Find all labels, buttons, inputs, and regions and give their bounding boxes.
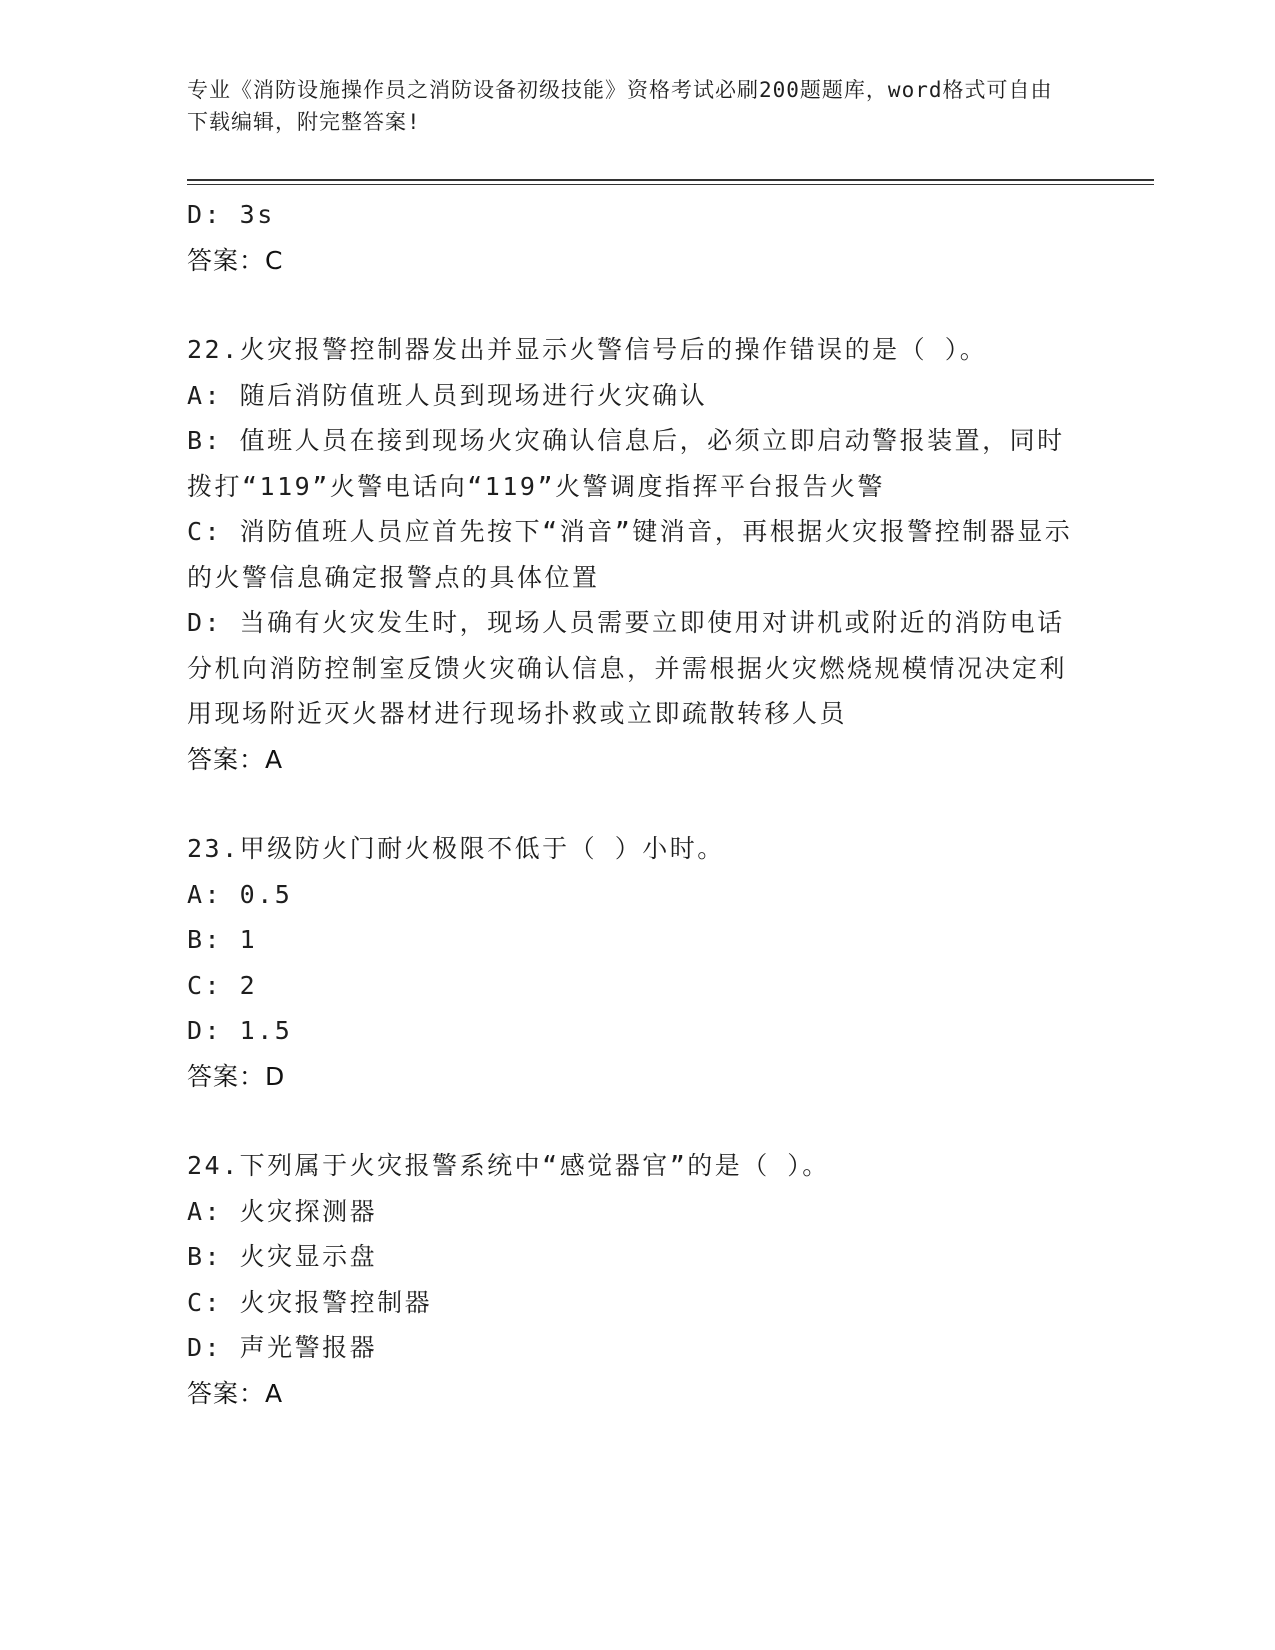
spacer [187,283,1087,327]
option-b: B: 火灾显示盘 [187,1242,378,1271]
question-22 [187,327,1087,782]
question-23 [187,826,1087,1099]
option-c: C: 火灾报警控制器 [187,1287,433,1317]
answer: 答案：A [187,1378,284,1408]
document-title: 专业《消防设施操作员之消防设备初级技能》资格考试必刷200题题库，word格式可自由下载编辑，附完整答案! [187,78,1053,134]
option-d: D: 3s [187,200,275,229]
header-divider-thin [187,184,1154,185]
answer: 答案：D [187,1061,286,1091]
question-24 [187,1143,1087,1416]
option-b: B: 1 [187,925,258,954]
option-c: C: 消防值班人员应首先按下“消音”键消音，再根据火灾报警控制器显示的火警信息确定报警点的具体位置 [187,517,1073,592]
page-header [187,74,1067,138]
header-divider [187,179,1154,181]
question-list [187,192,1087,1416]
answer: 答案：C [187,245,284,275]
question-stem: 24.下列属于火灾报警系统中“感觉器官”的是（ ）。 [187,1151,830,1180]
option-a: A: 随后消防值班人员到现场进行火灾确认 [187,380,708,410]
option-a: A: 0.5 [187,879,293,909]
spacer [187,1099,1087,1143]
question-stem: 22.火灾报警控制器发出并显示火警信号后的操作错误的是（ ）。 [187,335,988,364]
option-d: D: 1.5 [187,1016,293,1045]
question-21-tail [187,192,1087,283]
answer: 答案：A [187,744,284,774]
option-d: D: 声光警报器 [187,1333,378,1362]
option-a: A: 火灾探测器 [187,1196,378,1226]
spacer [187,782,1087,826]
option-d: D: 当确有火灾发生时，现场人员需要立即使用对讲机或附近的消防电话分机向消防控制室反馈火灾确认信息，并需根据火灾燃烧规模情况决定利用现场附近灭火器材进行现场扑救或立即疏散转移人员 [187,608,1068,728]
question-stem: 23.甲级防火门耐火极限不低于（ ）小时。 [187,834,725,863]
option-c: C: 2 [187,970,258,1000]
option-b: B: 值班人员在接到现场火灾确认信息后，必须立即启动警报装置，同时拨打“119”火警电话向“119”火警调度指挥平台报告火警 [187,426,1065,501]
